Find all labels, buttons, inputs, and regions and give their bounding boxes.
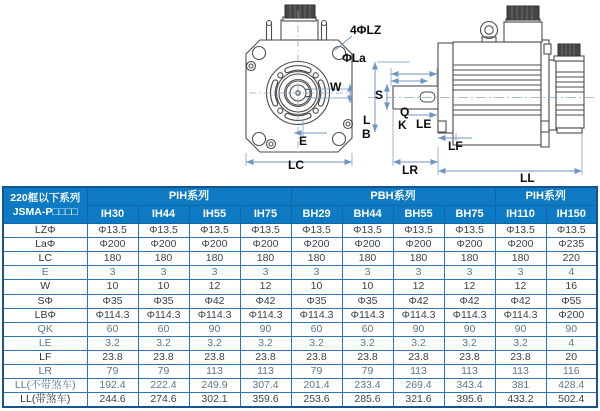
spec-value-cell: 180 (291, 252, 342, 266)
column-header-bh75: BH75 (444, 206, 495, 224)
column-header-ih44: IH44 (138, 206, 189, 224)
spec-value-cell: 20 (546, 350, 597, 364)
row-label: LBΦ (3, 308, 87, 322)
spec-value-cell: 180 (393, 252, 444, 266)
spec-value-cell: 79 (291, 365, 342, 379)
dim-label-4lz: 4ΦLZ (350, 23, 382, 37)
dim-label-lc: LC (288, 158, 304, 172)
spec-value-cell: 4 (546, 266, 597, 280)
spec-value-cell: 4 (546, 336, 597, 350)
spec-value-cell: 343.4 (444, 379, 495, 393)
spec-value-cell: Φ200 (444, 238, 495, 252)
row-label: W (3, 280, 87, 294)
spec-value-cell: 113 (444, 365, 495, 379)
spec-value-cell: 3 (87, 266, 138, 280)
spec-value-cell: Φ42 (240, 294, 291, 308)
spec-value-cell: 433.2 (495, 393, 546, 407)
spec-value-cell: 180 (342, 252, 393, 266)
spec-value-cell: 60 (87, 322, 138, 336)
spec-value-cell: 201.4 (291, 379, 342, 393)
dim-label-s: S (375, 88, 384, 102)
spec-value-cell: 180 (444, 252, 495, 266)
spec-value-cell: Φ35 (87, 294, 138, 308)
table-row (3, 350, 597, 364)
spec-value-cell: Φ114.3 (240, 308, 291, 322)
spec-value-cell: 428.4 (546, 379, 597, 393)
series-group-header-1: PBH系列 (291, 187, 495, 206)
spec-table-body (3, 224, 597, 408)
spec-value-cell: 10 (87, 280, 138, 294)
spec-value-cell: Φ42 (189, 294, 240, 308)
spec-value-cell: Φ200 (189, 238, 240, 252)
spec-value-cell: Φ13.5 (393, 224, 444, 238)
spec-value-cell: 253.6 (291, 393, 342, 407)
spec-value-cell: 3.2 (342, 336, 393, 350)
series-group-header-0: PIH系列 (87, 187, 291, 206)
spec-value-cell: 23.8 (342, 350, 393, 364)
spec-value-cell: 3.2 (291, 336, 342, 350)
spec-value-cell: Φ13.5 (495, 224, 546, 238)
row-label: LaΦ (3, 238, 87, 252)
spec-value-cell: 3 (342, 266, 393, 280)
spec-value-cell: 90 (444, 322, 495, 336)
spec-value-cell: 3.2 (393, 336, 444, 350)
spec-value-cell: Φ13.5 (240, 224, 291, 238)
spec-value-cell: 233.4 (342, 379, 393, 393)
spec-value-cell: 3 (495, 266, 546, 280)
spec-value-cell: 3.2 (138, 336, 189, 350)
spec-value-cell: 12 (189, 280, 240, 294)
spec-value-cell: 113 (393, 365, 444, 379)
column-header-ih55: IH55 (189, 206, 240, 224)
spec-value-cell: 12 (495, 280, 546, 294)
table-row (3, 322, 597, 336)
row-label: LL(带煞车) (3, 393, 87, 407)
spec-value-cell: 3.2 (444, 336, 495, 350)
dim-label-ll: LL (520, 171, 535, 185)
spec-value-cell: Φ200 (546, 308, 597, 322)
spec-value-cell: 90 (393, 322, 444, 336)
spec-value-cell: 180 (138, 252, 189, 266)
spec-value-cell: 192.4 (87, 379, 138, 393)
spec-value-cell: 395.6 (444, 393, 495, 407)
spec-value-cell: 90 (546, 322, 597, 336)
spec-value-cell: 16 (546, 280, 597, 294)
spec-value-cell: 79 (342, 365, 393, 379)
spec-value-cell: Φ200 (291, 238, 342, 252)
spec-value-cell: 113 (240, 365, 291, 379)
dim-label-w: W (330, 80, 342, 94)
dim-label-la: ΦLa (342, 51, 366, 65)
spec-value-cell: 90 (495, 322, 546, 336)
table-row (3, 266, 597, 280)
dim-label-lr: LR (402, 163, 418, 177)
spec-value-cell: Φ200 (342, 238, 393, 252)
spec-value-cell: 12 (240, 280, 291, 294)
spec-value-cell: Φ235 (546, 238, 597, 252)
row-label: LF (3, 350, 87, 364)
spec-value-cell: Φ114.3 (342, 308, 393, 322)
spec-value-cell: 3.2 (495, 336, 546, 350)
spec-value-cell: 79 (138, 365, 189, 379)
table-row (3, 379, 597, 393)
spec-value-cell: Φ13.5 (546, 224, 597, 238)
series-title-cell: 220框以下系列 JSMA-P□□□□ (3, 187, 87, 224)
spec-value-cell: Φ114.3 (138, 308, 189, 322)
spec-value-cell: Φ200 (87, 238, 138, 252)
row-label: SΦ (3, 294, 87, 308)
table-row (3, 336, 597, 350)
spec-value-cell: 249.9 (189, 379, 240, 393)
spec-value-cell: Φ13.5 (87, 224, 138, 238)
spec-value-cell: 23.8 (393, 350, 444, 364)
spec-value-cell: 113 (495, 365, 546, 379)
spec-value-cell: Φ114.3 (495, 308, 546, 322)
table-row (3, 308, 597, 322)
spec-value-cell: Φ114.3 (393, 308, 444, 322)
dim-label-lb-l: L (363, 113, 371, 127)
spec-value-cell: Φ42 (495, 294, 546, 308)
row-label: LR (3, 365, 87, 379)
spec-value-cell: 10 (138, 280, 189, 294)
spec-value-cell: Φ200 (495, 238, 546, 252)
spec-value-cell: 113 (189, 365, 240, 379)
spec-value-cell: Φ35 (138, 294, 189, 308)
table-row (3, 393, 597, 407)
dim-label-k: K (398, 118, 407, 132)
table-row (3, 224, 597, 238)
column-header-bh29: BH29 (291, 206, 342, 224)
spec-value-cell: Φ114.3 (87, 308, 138, 322)
spec-value-cell: 3 (138, 266, 189, 280)
spec-value-cell: 180 (495, 252, 546, 266)
spec-value-cell: 10 (342, 280, 393, 294)
spec-value-cell: 3.2 (87, 336, 138, 350)
spec-value-cell: 60 (291, 322, 342, 336)
table-row (3, 294, 597, 308)
spec-value-cell: 60 (138, 322, 189, 336)
spec-value-cell: Φ13.5 (342, 224, 393, 238)
row-label: LE (3, 336, 87, 350)
dim-label-lb-b: B (362, 127, 371, 141)
spec-value-cell: 274.6 (138, 393, 189, 407)
spec-value-cell: Φ42 (444, 294, 495, 308)
spec-value-cell: 10 (291, 280, 342, 294)
spec-value-cell: 23.8 (138, 350, 189, 364)
spec-value-cell: 90 (189, 322, 240, 336)
spec-value-cell: 269.4 (393, 379, 444, 393)
spec-value-cell: 285.6 (342, 393, 393, 407)
dim-label-q: Q (400, 105, 410, 119)
spec-table-head (3, 187, 597, 224)
spec-value-cell: 3 (393, 266, 444, 280)
spec-value-cell: Φ13.5 (291, 224, 342, 238)
spec-value-cell: 23.8 (495, 350, 546, 364)
spec-value-cell: Φ13.5 (189, 224, 240, 238)
dim-label-lf: LF (448, 139, 463, 153)
row-label: LC (3, 252, 87, 266)
spec-value-cell: 307.4 (240, 379, 291, 393)
spec-value-cell: 79 (87, 365, 138, 379)
front-connector-cap (285, 5, 315, 18)
column-header-ih110: IH110 (495, 206, 546, 224)
spec-value-cell: 23.8 (444, 350, 495, 364)
spec-value-cell: 60 (342, 322, 393, 336)
table-row (3, 252, 597, 266)
spec-value-cell: 3 (189, 266, 240, 280)
spec-value-cell: 3.2 (240, 336, 291, 350)
spec-value-cell: 220 (546, 252, 597, 266)
spec-value-cell: Φ55 (546, 294, 597, 308)
spec-value-cell: 90 (240, 322, 291, 336)
column-header-ih30: IH30 (87, 206, 138, 224)
spec-value-cell: 23.8 (240, 350, 291, 364)
spec-value-cell: 12 (393, 280, 444, 294)
row-label: LL(不带煞车) (3, 379, 87, 393)
spec-value-cell: 116 (546, 365, 597, 379)
spec-value-cell: Φ200 (138, 238, 189, 252)
spec-value-cell: Φ200 (393, 238, 444, 252)
spec-value-cell: Φ114.3 (444, 308, 495, 322)
spec-value-cell: 3 (291, 266, 342, 280)
spec-value-cell: Φ200 (240, 238, 291, 252)
spec-value-cell: 3.2 (189, 336, 240, 350)
column-header-ih75: IH75 (240, 206, 291, 224)
spec-value-cell: 23.8 (189, 350, 240, 364)
row-label: QK (3, 322, 87, 336)
spec-value-cell: 222.4 (138, 379, 189, 393)
row-label: LZΦ (3, 224, 87, 238)
spec-value-cell: Φ114.3 (291, 308, 342, 322)
spec-value-cell: 244.6 (87, 393, 138, 407)
spec-value-cell: 321.6 (393, 393, 444, 407)
spec-value-cell: 359.6 (240, 393, 291, 407)
spec-value-cell: 3 (444, 266, 495, 280)
column-header-bh55: BH55 (393, 206, 444, 224)
spec-value-cell: Φ114.3 (189, 308, 240, 322)
spec-value-cell: 23.8 (87, 350, 138, 364)
spec-value-cell: 3 (240, 266, 291, 280)
spec-value-cell: 12 (444, 280, 495, 294)
table-row (3, 365, 597, 379)
spec-value-cell: Φ13.5 (444, 224, 495, 238)
spec-value-cell: Φ42 (393, 294, 444, 308)
spec-value-cell: 180 (87, 252, 138, 266)
spec-value-cell: 180 (189, 252, 240, 266)
spec-value-cell: 302.1 (189, 393, 240, 407)
table-row (3, 280, 597, 294)
spec-value-cell: Φ35 (342, 294, 393, 308)
spec-value-cell: 381 (495, 379, 546, 393)
spec-value-cell: 180 (240, 252, 291, 266)
table-row (3, 238, 597, 252)
spec-table (2, 186, 598, 408)
spec-value-cell: 502.4 (546, 393, 597, 407)
spec-value-cell: Φ35 (291, 294, 342, 308)
series-group-header-2: PIH系列 (495, 187, 597, 206)
row-label: E (3, 266, 87, 280)
spec-value-cell: Φ13.5 (138, 224, 189, 238)
column-header-ih150: IH150 (546, 206, 597, 224)
column-header-bh44: BH44 (342, 206, 393, 224)
dim-label-le: LE (416, 117, 432, 131)
dim-label-e: E (299, 134, 308, 148)
spec-value-cell: 23.8 (291, 350, 342, 364)
